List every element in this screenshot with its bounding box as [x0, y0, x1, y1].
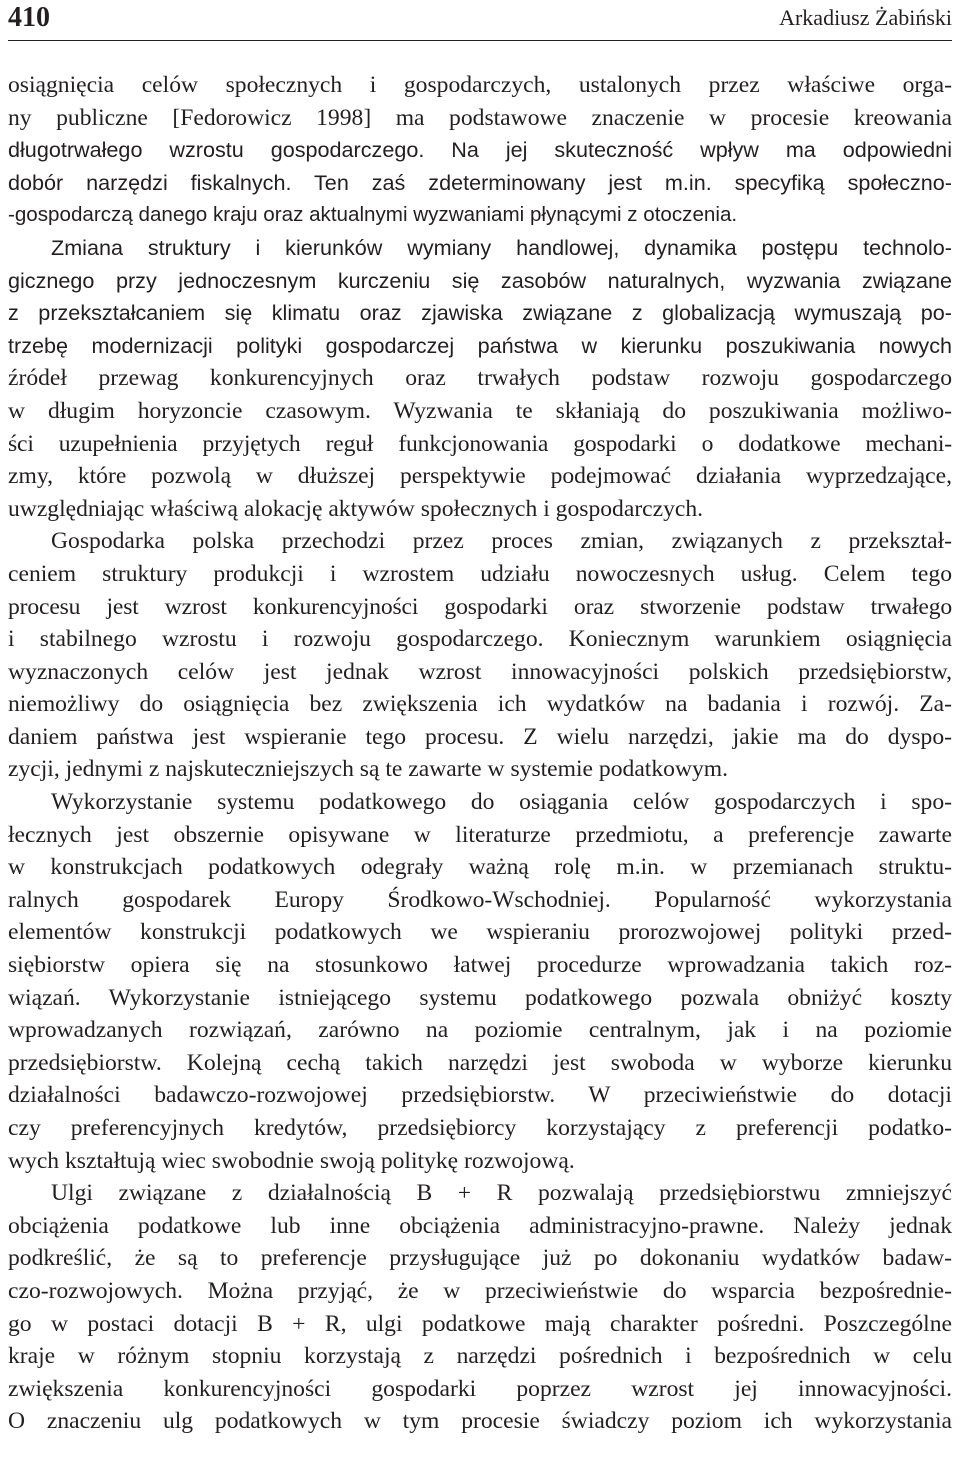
text-line: ceniem struktury produkcji i wzrostem udziału nowoczesnych usług. Celem tego — [8, 560, 952, 587]
text-line: wyznaczonych celów jest jednak wzrost innowacyjności polskich przedsiębiorstw, — [8, 658, 952, 685]
text-line: Ulgi związane z działalnością B + R pozwalają przedsiębiorstwu zmniejszyć — [51, 1180, 952, 1207]
text-line: gicznego przy jednoczesnym kurczeniu się zasobów naturalnych, wyzwania związane — [8, 267, 952, 293]
text-line: zycji, jednymi z najskuteczniejszych są te zawarte w systemie podatkowym. — [8, 756, 729, 783]
text-line: zmy, które pozwolą w dłuższej perspektywie podejmować działania wyprzedzające, — [8, 463, 952, 490]
text-line: ny publiczne [Fedorowicz 1998] ma podstawowe znaczenie w procesie kreowania — [8, 104, 952, 131]
text-line: czy preferencyjnych kredytów, przedsiębiorcy korzystający z preferencji podatko- — [8, 1115, 952, 1141]
text-line: w konstrukcjach podatkowych odegrały ważną rolę m.in. w przemianach struktu- — [8, 854, 952, 881]
running-head-author: Arkadiusz Żabiński — [779, 5, 952, 30]
text-line: łecznych jest obszernie opisywane w literaturze przedmiotu, a preferencje zawarte — [8, 821, 952, 848]
text-line: wprowadzanych rozwiązań, zarówno na poziomie centralnym, jak i na poziomie — [8, 1017, 952, 1044]
page-header — [8, 0, 952, 41]
text-line: ści uzupełnienia przyjętych reguł funkcjonowania gospodarki o dodatkowe mechani- — [8, 430, 952, 457]
text-line: go w postaci dotacji B + R, ulgi podatkowe mają charakter pośredni. Poszczególne — [8, 1310, 952, 1337]
text-line: długotrwałego wzrostu gospodarczego. Na jej skuteczność wpływ ma odpowiedni — [8, 137, 952, 163]
text-line: dobór narzędzi fiskalnych. Ten zaś zdeterminowany jest m.in. specyfiką społeczno- — [8, 169, 952, 195]
text-line: Gospodarka polska przechodzi przez proces zmian, związanych z przekształ- — [51, 528, 952, 555]
text-line: czo-rozwojowych. Można przyjąć, że w przeciwieństwie do wsparcia bezpośrednie- — [8, 1277, 952, 1304]
text-line: procesu jest wzrost konkurencyjności gospodarki oraz stworzenie podstaw trwałego — [8, 593, 952, 620]
body-text — [8, 69, 952, 1438]
text-line: Wykorzystanie systemu podatkowego do osiągania celów gospodarczych i spo- — [51, 789, 952, 816]
text-line: działalności badawczo-rozwojowej przedsiębiorstw. W przeciwieństwie do dotacji — [8, 1082, 952, 1109]
text-line: -gospodarczą danego kraju oraz aktualnymi wyzwaniami płynącymi z otoczenia. — [8, 203, 738, 227]
text-line: źródeł przewag konkurencyjnych oraz trwałych podstaw rozwoju gospodarczego — [8, 365, 952, 392]
text-line: daniem państwa jest wspieranie tego procesu. Z wielu narzędzi, jakie ma do dyspo- — [8, 723, 952, 750]
text-line: O znaczeniu ulg podatkowych w tym procesie świadczy poziom ich wykorzystania — [8, 1408, 952, 1435]
text-line: kraje w różnym stopniu korzystają z narzędzi pośrednich i bezpośrednich w celu — [8, 1343, 952, 1370]
text-line: ralnych gospodarek Europy Środkowo-Wschodniej. Popularność wykorzystania — [8, 886, 952, 913]
text-line: zwiększenia konkurencyjności gospodarki poprzez wzrost jej innowacyjności. — [8, 1375, 952, 1402]
text-line: elementów konstrukcji podatkowych we wspieraniu prorozwojowej polityki przed- — [8, 919, 952, 946]
text-line: podkreślić, że są to preferencje przysługujące już po dokonaniu wydatków badaw- — [8, 1245, 952, 1272]
text-line: w długim horyzoncie czasowym. Wyzwania te skłaniają do poszukiwania możliwo- — [8, 397, 952, 424]
text-line: obciążenia podatkowe lub inne obciążenia administracyjno-prawne. Należy jednak — [8, 1212, 952, 1239]
text-line: osiągnięcia celów społecznych i gospodarczych, ustalonych przez właściwe orga- — [8, 72, 952, 98]
text-line: i stabilnego wzrostu i rozwoju gospodarczego. Koniecznym warunkiem osiągnięcia — [8, 626, 952, 653]
text-line: z przekształcaniem się klimatu oraz zjawiska związane z globalizacją wymuszają po- — [8, 300, 952, 326]
text-line: wych kształtują wiec swobodnie swoją politykę rozwojową. — [8, 1147, 575, 1174]
text-line: niemożliwy do osiągnięcia bez zwiększenia ich wydatków na badania i rozwój. Za- — [8, 691, 952, 718]
text-line: uwzględniając właściwą alokację aktywów społecznych i gospodarczych. — [8, 495, 704, 522]
page-number: 410 — [8, 2, 50, 33]
text-line: Zmiana struktury i kierunków wymiany handlowej, dynamika postępu technolo- — [51, 234, 952, 260]
text-line: siębiorstw opiera się na stosunkowo łatwej procedurze wprowadzania takich roz- — [8, 952, 952, 979]
text-line: wiązań. Wykorzystanie istniejącego systemu podatkowego pozwala obniżyć koszty — [8, 984, 952, 1011]
text-line: przedsiębiorstw. Kolejną cechą takich narzędzi jest swoboda w wyborze kierunku — [8, 1049, 952, 1076]
text-line: trzebę modernizacji polityki gospodarczej państwa w kierunku poszukiwania nowych — [8, 332, 952, 358]
